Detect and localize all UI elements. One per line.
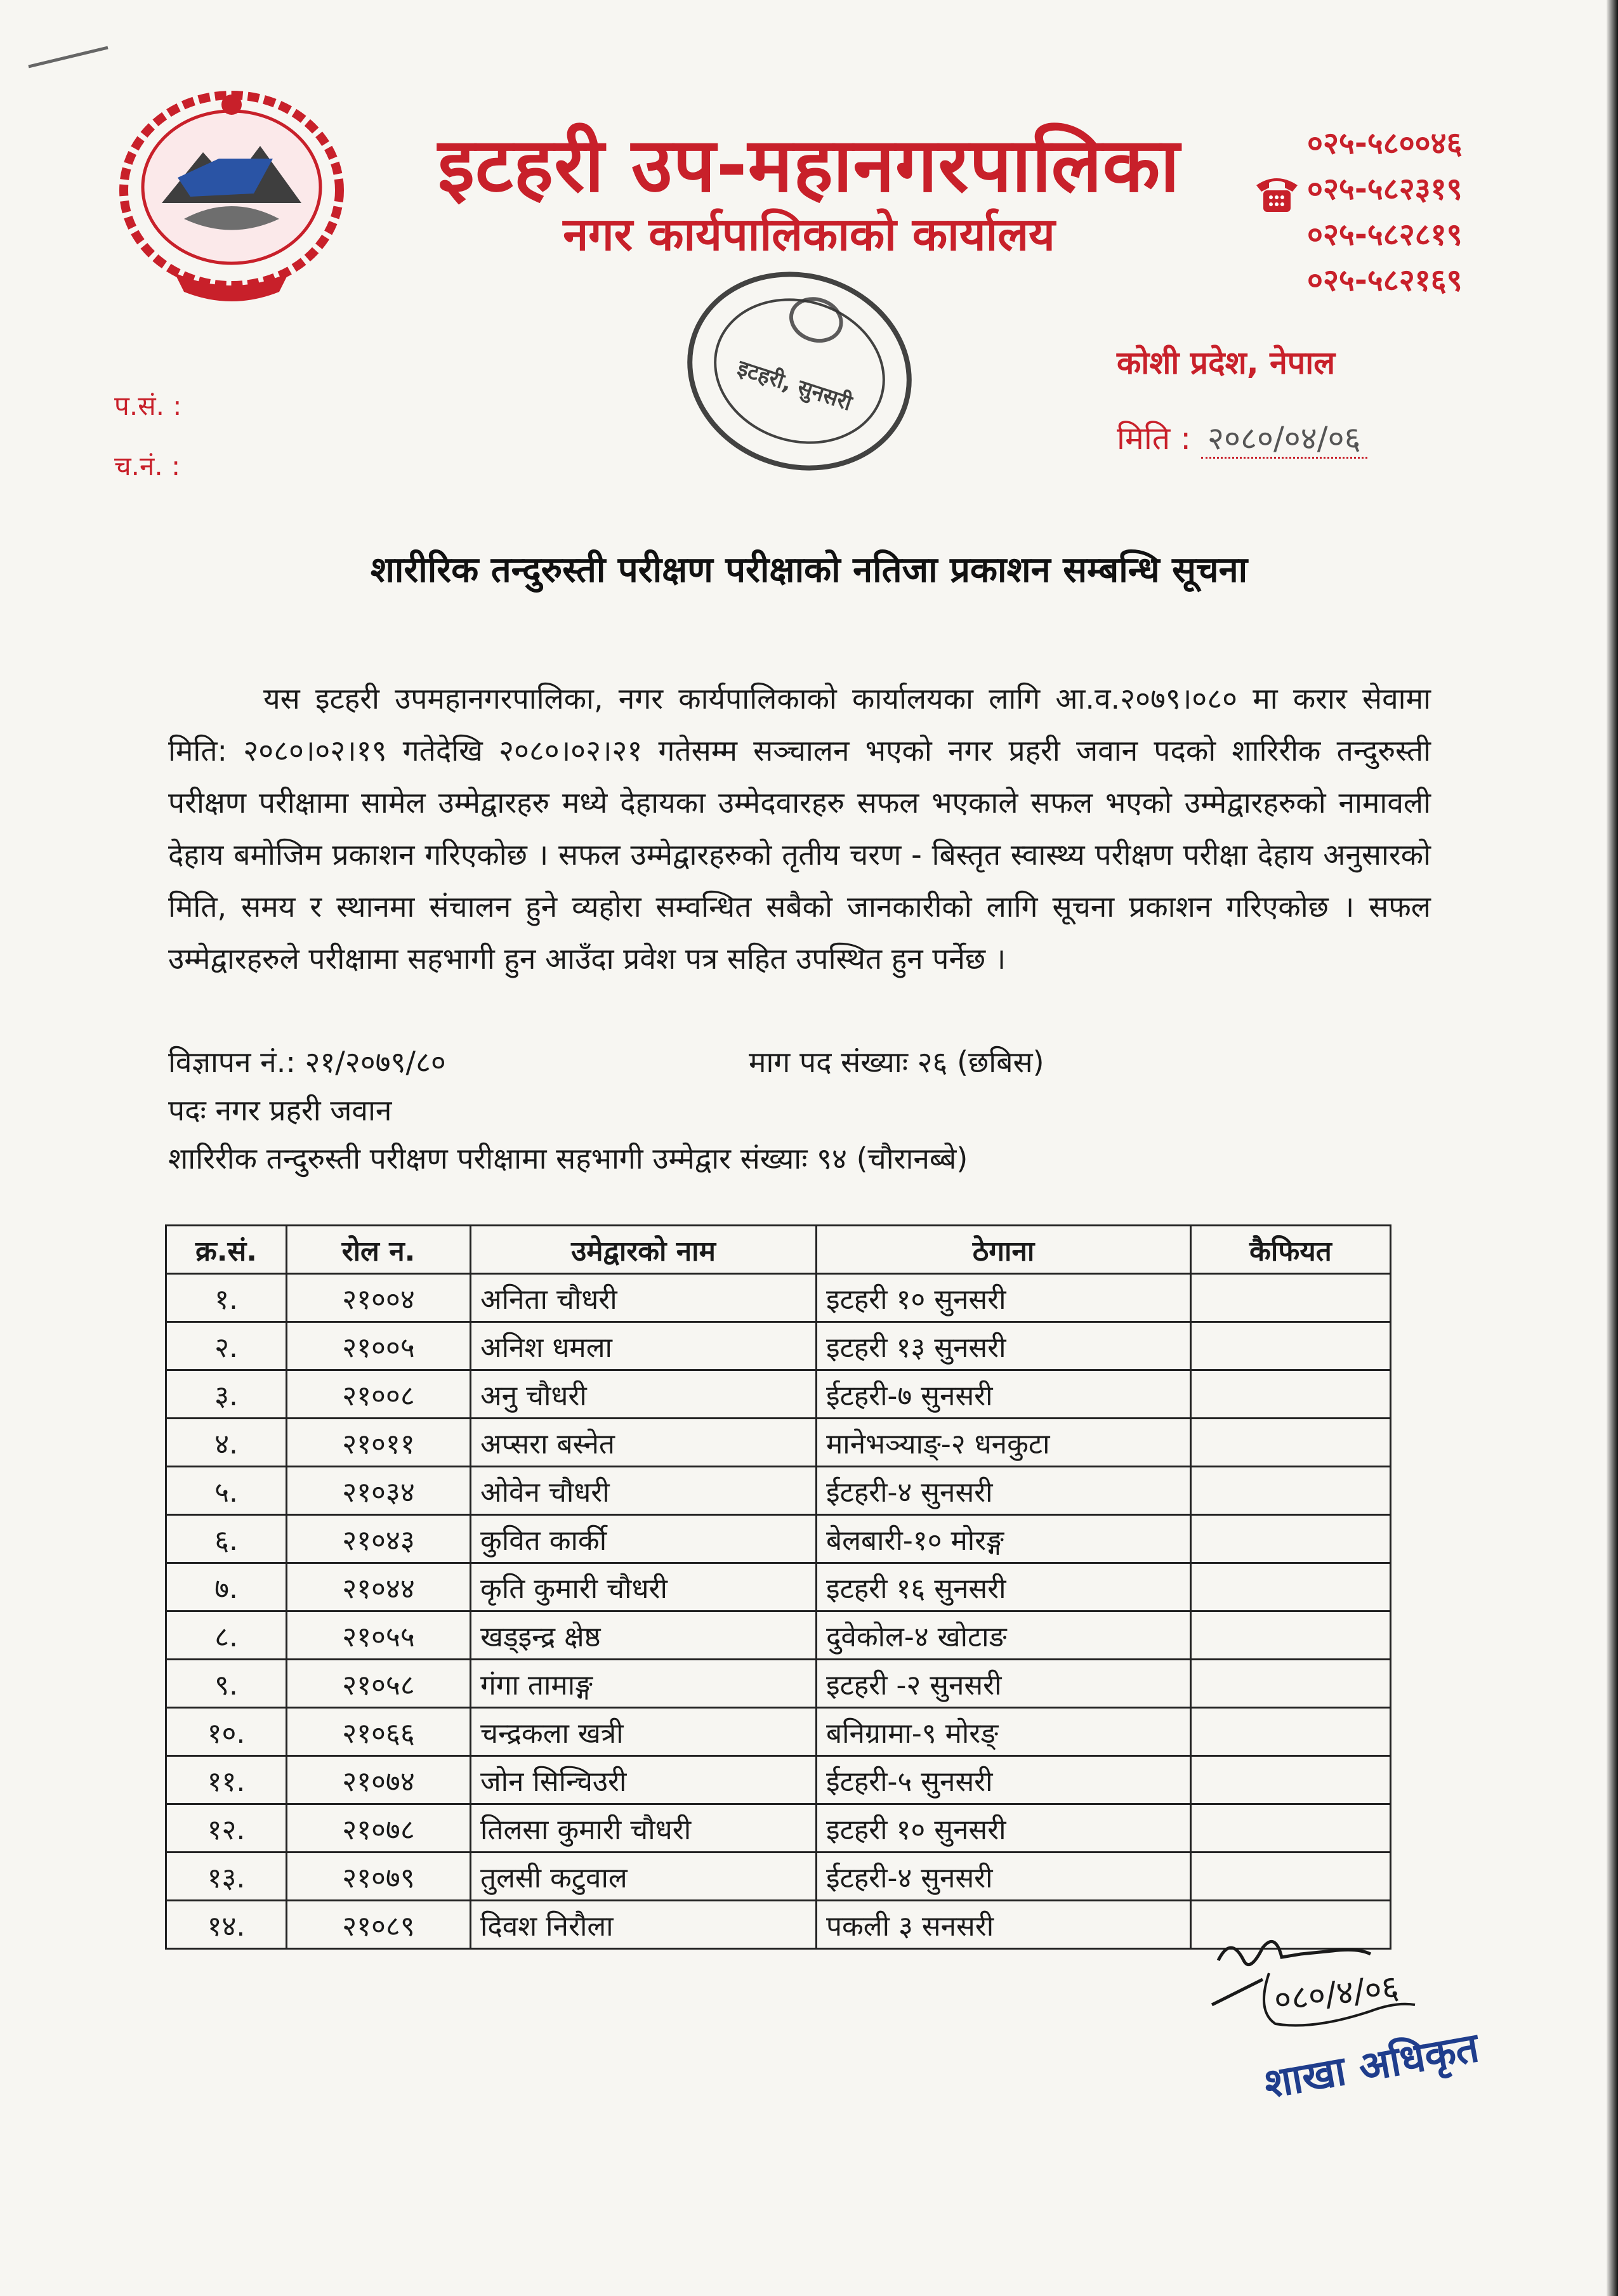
reference-ps: प.सं. :: [114, 390, 182, 421]
cell-roll: २१०८९: [287, 1901, 471, 1949]
cell-name: चन्द्रकला खत्री: [471, 1708, 817, 1756]
cell-name: अनिता चौधरी: [471, 1274, 817, 1322]
office-stamp-icon: [673, 251, 926, 492]
cell-roll: २१०५५: [287, 1611, 471, 1660]
header-serial: क्र.सं.: [166, 1226, 287, 1274]
cell-remarks: [1191, 1467, 1391, 1515]
notice-title: शारीरिक तन्दुरुस्ती परीक्षण परीक्षाको नतिजा प्रकाशन सम्बन्धि सूचना: [370, 549, 1248, 591]
cell-name: तुलसी कटुवाल: [471, 1853, 817, 1901]
reference-cn: च.नं. :: [114, 450, 181, 482]
cell-name: दिवश निरौला: [471, 1901, 817, 1949]
cell-address: इटहरी १० सुनसरी: [817, 1804, 1191, 1853]
cell-serial: ९.: [166, 1660, 287, 1708]
cell-remarks: [1191, 1708, 1391, 1756]
cell-remarks: [1191, 1611, 1391, 1660]
date-block: [1117, 416, 1367, 459]
cell-address: ईटहरी-५ सुनसरी: [817, 1756, 1191, 1804]
header-name: उमेद्वारको नाम: [471, 1226, 817, 1274]
table-row: [166, 1756, 1391, 1804]
table-row: [166, 1515, 1391, 1563]
table-row: [166, 1660, 1391, 1708]
cell-serial: २.: [166, 1322, 287, 1370]
cell-address: ईटहरी-७ सुनसरी: [817, 1370, 1191, 1419]
cell-roll: २१०५८: [287, 1660, 471, 1708]
cell-roll: २१०७९: [287, 1853, 471, 1901]
date-label: मिति :: [1117, 420, 1192, 457]
cell-remarks: [1191, 1419, 1391, 1467]
pencil-mark: [25, 44, 111, 70]
office-subtitle: नगर कार्यपालिकाको कार्यालय: [563, 207, 1055, 261]
cell-remarks: [1191, 1563, 1391, 1611]
cell-name: अनिश धमला: [471, 1322, 817, 1370]
cell-remarks: [1191, 1804, 1391, 1853]
table-row: [166, 1274, 1391, 1322]
cell-serial: ८.: [166, 1611, 287, 1660]
stamp-text: इटहरी, सुनसरी: [734, 355, 855, 416]
cell-roll: २१०७८: [287, 1804, 471, 1853]
cell-remarks: [1191, 1853, 1391, 1901]
phone-number: ०२५-५८२१६९: [1307, 263, 1463, 298]
cell-name: तिलसा कुमारी चौधरी: [471, 1804, 817, 1853]
cell-roll: २१००५: [287, 1322, 471, 1370]
cell-remarks: [1191, 1322, 1391, 1370]
cell-address: इटहरी १० सुनसरी: [817, 1274, 1191, 1322]
cell-roll: २१०७४: [287, 1756, 471, 1804]
province-label: कोशी प्रदेश, नेपाल: [1117, 344, 1336, 381]
signature-date: ०८०/४/०६: [1272, 1968, 1401, 2019]
cell-name: जोन सिन्चिउरी: [471, 1756, 817, 1804]
cell-name: ओवेन चौधरी: [471, 1467, 817, 1515]
cell-remarks: [1191, 1274, 1391, 1322]
nepal-emblem-icon: [108, 82, 355, 311]
cell-serial: ५.: [166, 1467, 287, 1515]
cell-roll: २१००८: [287, 1370, 471, 1419]
cell-serial: १२.: [166, 1804, 287, 1853]
cell-address: दुवेकोल-४ खोटाङ: [817, 1611, 1191, 1660]
office-name: इटहरी उप-महानगरपालिका: [438, 121, 1180, 209]
cell-serial: ६.: [166, 1515, 287, 1563]
cell-address: इटहरी १३ सुनसरी: [817, 1322, 1191, 1370]
cell-roll: २१०६६: [287, 1708, 471, 1756]
results-table: [165, 1224, 1391, 1950]
signatory-title: शाखा अधिकृत: [1260, 2024, 1483, 2109]
cell-serial: ४.: [166, 1419, 287, 1467]
table-header-row: [166, 1226, 1391, 1274]
cell-serial: ११.: [166, 1756, 287, 1804]
cell-address: ईटहरी-४ सुनसरी: [817, 1467, 1191, 1515]
cell-address: इटहरी १६ सुनसरी: [817, 1563, 1191, 1611]
cell-remarks: [1191, 1515, 1391, 1563]
cell-serial: ७.: [166, 1563, 287, 1611]
cell-address: बनिग्रामा-९ मोरङ्: [817, 1708, 1191, 1756]
telephone-icon: [1253, 171, 1301, 214]
cell-name: अप्सरा बस्नेत: [471, 1419, 817, 1467]
cell-roll: २१०११: [287, 1419, 471, 1467]
cell-roll: २१०४४: [287, 1563, 471, 1611]
phone-number: ०२५-५८२८१९: [1307, 217, 1463, 253]
cell-name: कृति कुमारी चौधरी: [471, 1563, 817, 1611]
cell-remarks: [1191, 1756, 1391, 1804]
cell-address: इटहरी -२ सुनसरी: [817, 1660, 1191, 1708]
phone-list: [1307, 121, 1586, 303]
cell-address: बेलबारी-१० मोरङ्ग: [817, 1515, 1191, 1563]
cell-address: पकली ३ सनसरी: [817, 1901, 1191, 1949]
date-value: २०८०/०४/०६: [1201, 420, 1367, 459]
cell-name: अनु चौधरी: [471, 1370, 817, 1419]
cell-name: खड्इन्द्र क्षेष्ठ: [471, 1611, 817, 1660]
participant-count: शारिरीक तन्दुरुस्ती परीक्षण परीक्षामा सहभागी उम्मेद्वार संख्याः ९४ (चौरानब्बे): [168, 1141, 968, 1176]
cell-address: ईटहरी-४ सुनसरी: [817, 1853, 1191, 1901]
phone-number: ०२५-५८००४६: [1307, 126, 1463, 161]
header-address: ठेगाना: [817, 1226, 1191, 1274]
cell-serial: १०.: [166, 1708, 287, 1756]
table-row: [166, 1563, 1391, 1611]
cell-serial: १४.: [166, 1901, 287, 1949]
post-name: पदः नगर प्रहरी जवान: [168, 1093, 392, 1127]
table-row: [166, 1708, 1391, 1756]
table-row: [166, 1853, 1391, 1901]
demand-post-count: माग पद संख्याः २६ (छबिस): [749, 1045, 1044, 1079]
table-row: [166, 1419, 1391, 1467]
header-roll: रोल न.: [287, 1226, 471, 1274]
cell-address: मानेभञ्याङ्-२ धनकुटा: [817, 1419, 1191, 1467]
advertisement-number: विज्ञापन नं.: २१/२०७९/८०: [168, 1045, 446, 1079]
cell-roll: २१००४: [287, 1274, 471, 1322]
header-remarks: कैफियत: [1191, 1226, 1391, 1274]
cell-serial: १.: [166, 1274, 287, 1322]
cell-remarks: [1191, 1370, 1391, 1419]
cell-name: कुवित कार्की: [471, 1515, 817, 1563]
table-row: [166, 1804, 1391, 1853]
table-row: [166, 1370, 1391, 1419]
cell-remarks: [1191, 1660, 1391, 1708]
table-row: [166, 1322, 1391, 1370]
cell-serial: १३.: [166, 1853, 287, 1901]
page-edge-shadow: [1607, 0, 1618, 2296]
notice-body: यस इटहरी उपमहानगरपालिका, नगर कार्यपालिकाको कार्यालयका लागि आ.व.२०७९।०८० मा करार सेवामा मिति: २०८०।०२।१९ गतेदेखि २०८०।०२।२१ गतेसम्म सञ्चालन भएको नगर प्रहरी जवान पदको शारिरीक तन्दुरुस्ती परीक्षण परीक्षामा सामेल उम्मेद्वारहरु मध्ये देहायका उम्मेदवारहरु सफल भएकाले सफल भएको उम्मेद्वारहरुको नामावली देहाय बमोजिम प्रकाशन गरिएकोछ । सफल उम्मेद्वारहरुको तृतीय चरण - बिस्तृत स्वास्थ्य परीक्षण परीक्षा देहाय अनुसारको मिति, समय र स्थानमा संचालन हुने व्यहोरा सम्वन्धित सबैको जानकारीको लागि सूचना प्रकाशन गरिएकोछ । सफल उम्मेद्वारहरुले परीक्षामा सहभागी हुन आउँदा प्रवेश पत्र सहित उपस्थित हुन पर्नेछ ।: [168, 681, 1431, 976]
phone-number: ०२५-५८२३१९: [1307, 171, 1463, 207]
table-row: [166, 1611, 1391, 1660]
cell-roll: २१०३४: [287, 1467, 471, 1515]
cell-roll: २१०४३: [287, 1515, 471, 1563]
results-body: [166, 1274, 1391, 1949]
cell-serial: ३.: [166, 1370, 287, 1419]
cell-name: गंगा तामाङ्ग: [471, 1660, 817, 1708]
table-row: [166, 1467, 1391, 1515]
